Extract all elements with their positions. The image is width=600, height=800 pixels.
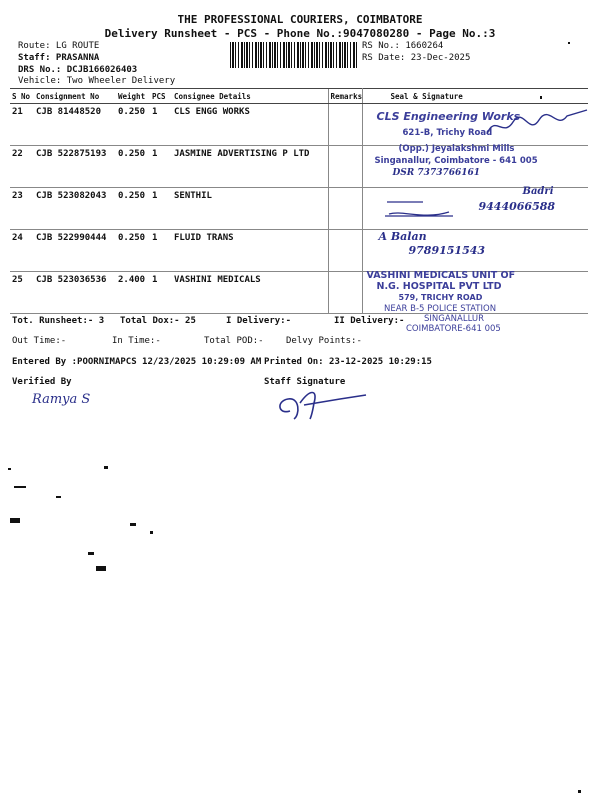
handwritten-phone: 9789151543 [408,244,486,257]
handwritten-phone: 9444066588 [478,200,556,213]
total-dox: Total Dox:- 25 [120,316,196,326]
route-label: Route: LG ROUTE [18,41,100,51]
total-pod: Total POD:- [204,336,264,346]
row-pcs: 1 [150,188,172,230]
barcode [230,42,358,68]
row-remarks [328,146,362,188]
col-remarks: Remarks [328,89,362,104]
row-consignment: CJB 522990444 [34,230,116,272]
col-weight: Weight [116,89,150,104]
row-remarks [328,104,362,146]
table-row [10,230,588,272]
vehicle-label: Vehicle: Two Wheeler Delivery [18,76,176,86]
verified-by-label: Verified By [12,377,72,387]
row-sno: 22 [10,146,34,188]
row-remarks [328,230,362,272]
scan-speck [96,566,106,571]
col-seal-signature: Seal & Signature [362,89,588,104]
entered-by: Entered By :POORNIMAPCS 12/23/2025 10:29:09 AM [12,357,262,367]
row-sno: 21 [10,104,34,146]
vashini-stamp: VASHINI MEDICALS UNIT OF [366,270,516,281]
scan-speck [150,531,153,534]
row-signature [362,104,588,146]
cls-stamp-address: 621-B, Trichy Road [402,128,493,138]
i-delivery: I Delivery:- [226,316,292,326]
row-consignment: CJB 522875193 [34,146,116,188]
row-signature [362,230,588,272]
vashini-stamp: N.G. HOSPITAL PVT LTD [376,281,502,292]
row-sno: 23 [10,188,34,230]
row-pcs: 1 [150,146,172,188]
runsheet-subtitle: Delivery Runsheet - PCS - Phone No.:9047080280 - Page No.:3 [104,27,496,40]
table-row [10,146,588,188]
row-weight: 0.250 [116,188,150,230]
company-title: THE PROFESSIONAL COURIERS, COIMBATORE [177,13,423,26]
row-weight: 0.250 [116,230,150,272]
row-remarks [328,188,362,230]
row-consignee: SENTHIL [172,188,328,230]
runsheet-table [10,88,588,314]
row-consignee: VASHINI MEDICALS [172,272,328,314]
table-row [10,104,588,146]
in-time: In Time:- [112,336,161,346]
col-pcs: PCS [150,89,172,104]
verified-signature: Ramya S [32,392,91,407]
drs-number: DRS No.: DCJB166026403 [18,65,138,75]
table-header-row [10,89,588,104]
scan-speck [568,42,570,44]
scan-speck [540,96,542,99]
staff-label: Staff: PRASANNA [18,53,100,63]
row-signature [362,188,588,230]
cls-stamp-address: Singanallur, Coimbatore - 641 005 [374,156,538,166]
tot-runsheet: Tot. Runsheet:- 3 [12,316,105,326]
row-consignee: CLS ENGG WORKS [172,104,328,146]
handwritten-name: Badri [522,186,554,197]
row-remarks [328,272,362,314]
scan-speck [14,486,26,488]
col-consignment: Consignment No [34,89,116,104]
scan-speck [56,496,61,498]
row-weight: 2.400 [116,272,150,314]
vashini-stamp: NEAR B-5 POLICE STATION [384,304,497,314]
row-pcs: 1 [150,272,172,314]
cls-stamp-address: (Opp.) Jeyalakshmi Mills [398,144,515,154]
printed-on: Printed On: 23-12-2025 10:29:15 [264,357,432,367]
row-signature [362,146,588,188]
row-pcs: 1 [150,230,172,272]
row-weight: 0.250 [116,146,150,188]
scan-speck [578,790,581,793]
row-pcs: 1 [150,104,172,146]
row-consignee: JASMINE ADVERTISING P LTD [172,146,328,188]
handwritten-phone: DSR 7373766161 [392,168,481,178]
staff-signature-text: Sf [380,400,389,409]
rs-number: RS No.: 1660264 [362,41,444,51]
rs-date: RS Date: 23-Dec-2025 [362,53,471,63]
staff-signature-drawing [270,385,370,423]
col-consignee: Consignee Details [172,89,328,104]
row-consignment: CJB 523082043 [34,188,116,230]
vashini-stamp: 579, TRICHY ROAD [398,293,483,302]
cls-stamp-name: CLS Engineering Works [376,110,521,123]
table-row [10,188,588,230]
staff-signature-label: Staff Signature [264,377,346,387]
scan-speck [10,518,20,523]
scan-speck [88,552,94,555]
scan-speck [104,466,108,469]
ii-delivery: II Delivery:- [334,316,405,326]
col-sno: S No [10,89,34,104]
table-row [10,272,588,314]
row-sno: 24 [10,230,34,272]
vashini-stamp: SINGANALLUR [424,314,485,324]
row-consignment: CJB 523036536 [34,272,116,314]
out-time: Out Time:- [12,336,67,346]
scan-speck [130,523,136,526]
delvy-points: Delvy Points:- [286,336,362,346]
struck-out-scribble [383,192,463,222]
row-sno: 25 [10,272,34,314]
row-consignee: FLUID TRANS [172,230,328,272]
vashini-stamp: COIMBATORE-641 005 [406,324,501,334]
scan-speck [8,468,11,470]
row-consignment: CJB 81448520 [34,104,116,146]
handwritten-name: A Balan [378,230,427,243]
signature-row21 [483,108,593,144]
row-weight: 0.250 [116,104,150,146]
